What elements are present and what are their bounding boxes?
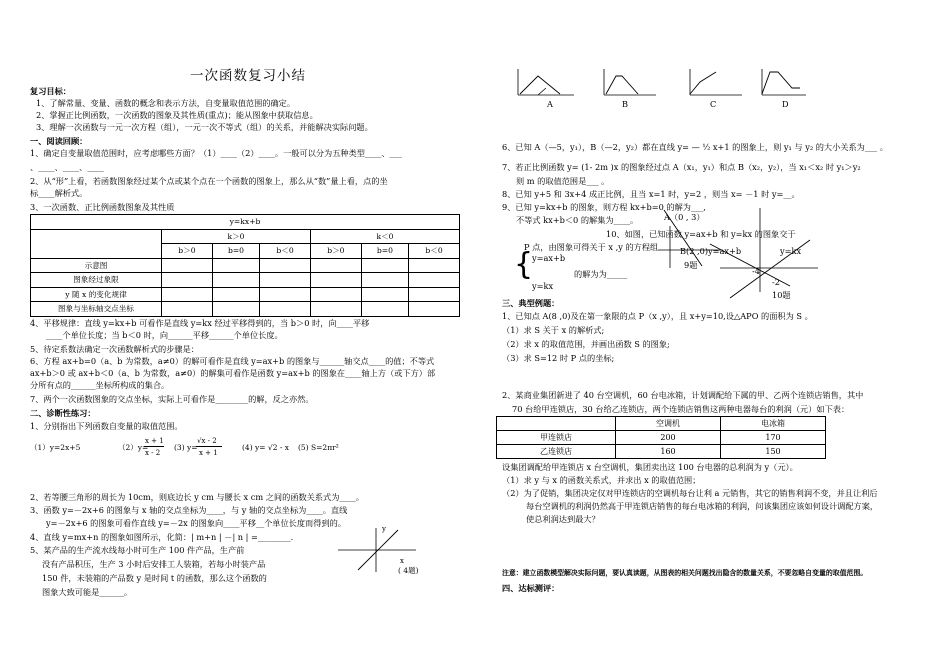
table1-kpos: k＞0	[162, 229, 311, 244]
review-5: 5、待定系数法确定一次函数解析式的步骤是：	[30, 344, 199, 354]
example-2e: （2）为了促销，集团决定仅对甲连锁店的空调机每台让利 a 元销售，其它的销售利润不变，并且让利后	[502, 488, 878, 498]
section-4-heading: 四、达标测评：	[502, 583, 560, 593]
q10a: 10、如图，已知函数 y=ax+b 和 y=kx 的图象交于	[606, 229, 796, 239]
fraction-bar	[144, 446, 164, 447]
review-4b: ____个单位长度；当 b＜0 时，向______平移______个单位长度。	[46, 330, 283, 340]
review-4a: 4、平移规律：直线 y=kx+b 可看作是直线 y=kx 经过平移得到的，当 b＞0 时，向____平移	[30, 318, 370, 328]
fig10-minus4: -4	[752, 266, 760, 276]
graph-c	[690, 69, 742, 95]
example-1d: （3）求 S=12 时 P 点的坐标;	[502, 353, 615, 363]
graph-a	[518, 69, 574, 95]
review-2b: 标____解析式。	[30, 188, 88, 198]
q9b: 不等式 kx+b＜0 的解集为____。	[516, 215, 639, 225]
system-eq-1: y=ax+b	[532, 253, 566, 263]
review-3: 3、一次函数、正比例函数图象及其性质	[30, 202, 175, 212]
q7b: 则 m 的取值范围是___ 。	[516, 176, 610, 186]
option-graphs	[516, 66, 806, 100]
diag-3a: 3、函数 y=－2x+6 的图象与 x 轴的交点坐标为____，与 y 轴的交点坐标为____。直线	[30, 505, 348, 515]
diag-5c: 150 件，未装箱的产品数 y 是时间 t 的函数，那么这个函数的	[42, 573, 267, 583]
review-2a: 2、从“形”上看，若函数图象经过某个点或某个点在一个函数的图象上，那么从“数”量上看，点的坐	[30, 176, 388, 186]
table2-row-label: 乙连锁店	[497, 445, 616, 459]
diag-1-4: (4) y= √2 - x	[242, 443, 289, 452]
section-1-heading: 一、阅读回顾：	[30, 136, 88, 146]
fraction-bar	[196, 446, 222, 447]
graph-b	[604, 69, 656, 95]
diag-1-2-den: x - 2	[145, 449, 161, 457]
q6: 6、已知 A（—5，y₁），B（—2，y₂）都在直线 y= — ½ x+1 的图象上，则 y₁ 与 y₂ 的大小关系为___ 。	[502, 142, 888, 152]
table1-corner	[31, 229, 162, 258]
diag-3b: y=－2x+6 的图象可看作直线 y=－2x 的图象向____平移__个单位长度而得到的。	[46, 518, 346, 528]
table1-row-label: 图象经过象限	[31, 273, 162, 288]
brace-icon: {	[514, 247, 534, 282]
diag-5b: 没有产品积压，生产 3 小时后安排工人装箱，若每小时装产品	[42, 559, 266, 569]
review-1b: 、____、____、____	[30, 162, 104, 172]
example-2d: （1）求 y 与 x 的函数关系式，并求出 x 的取值范围；	[502, 475, 701, 485]
figure-4-caption: ( 4题)	[398, 566, 419, 575]
note: 注意：建立函数模型解决实际问题，要认真读题，从图表的相关问题找出隐含的数量关系，不要忽略自变量的取值范围。	[502, 569, 868, 577]
diag-1-3: (3) y=	[174, 443, 198, 452]
section-2-heading: 二、诊断性练习：	[30, 408, 96, 418]
example-2f: 每台空调机的利润仍然高于甲连锁店销售的每台电冰箱的利润，问该集团应该如何设计调配方案，	[526, 501, 879, 511]
example-1a: 1、已知点 A(8 ,0)及在第一象限的点 P（x ,y），且 x+y=10,设△APO 的面积为 S 。	[502, 311, 813, 321]
fig9-caption: 9题	[684, 260, 698, 270]
example-2g: 使总利润达到最大？	[526, 514, 600, 524]
review-1a: 1、确定自变量取值范围时，应考虑哪些方面？（1）____（2）____。一般可以分为五种类型____、___	[30, 148, 402, 158]
table2-corner	[497, 417, 616, 431]
option-d-label: D	[782, 99, 789, 109]
example-2b: 70 台给甲连锁店，30 台给乙连锁店，两个连锁店销售这两种电器每台的利润（元）如下表：	[512, 404, 850, 414]
table2-row-label: 甲连锁店	[497, 431, 616, 445]
review-6a: 6、方程 ax+b=0（a、b 为常数，a≠0）的解可看作是直线 y=ax+b 的图象与______轴交点____的值；不等式	[30, 356, 435, 366]
goal-1: 1、了解常量、变量、函数的概念和表示方法，自变量取值范围的确定。	[36, 98, 296, 108]
table2-cell: 160	[616, 445, 721, 459]
diag-1-2: （2）y=	[118, 443, 149, 452]
diag-1-5: (5) S=2πr²	[298, 443, 339, 452]
diag-1-2-num: x + 1	[145, 437, 164, 445]
table1-bcol: b=0	[361, 244, 408, 259]
axis-x-label: x	[400, 557, 404, 565]
goal-3: 3、理解一次函数与一元一次方程（组），一元一次不等式（组）的关系，并能解决实际问题。	[36, 122, 373, 132]
fig10-eq2: y=kx	[780, 246, 802, 256]
review-6b: ax+b＞0 或 ax+b＜0（a、b 为常数，a≠0）的解集可看作是函数 y=ax+b 的图象在____轴上方（或下方）部	[30, 368, 436, 378]
diag-1-3-num: √x - 2	[197, 437, 217, 445]
table1-bcol: b＜0	[409, 244, 460, 259]
table2-cell: 200	[616, 431, 721, 445]
table1-bcol: b＜0	[260, 244, 311, 259]
table1-row-label: y 随 x 的变化规律	[31, 287, 162, 302]
review-6c: 分所有点的______坐标所构成的集合。	[30, 380, 170, 390]
fig9-point-b: B(2 ,0)	[680, 246, 709, 256]
table2-header: 空调机	[616, 417, 721, 431]
function-property-table	[30, 214, 460, 317]
option-b-label: B	[622, 99, 629, 109]
table1-bcol: b＞0	[162, 244, 213, 259]
table1-kneg: k＜0	[310, 229, 459, 244]
diag-1-3-den: x + 1	[199, 449, 218, 457]
table1-bcol: b=0	[212, 244, 259, 259]
table2-header: 电冰箱	[721, 417, 826, 431]
axis-y-label: y	[382, 525, 386, 533]
fig10-minus2: -2	[772, 277, 780, 287]
graph-d	[762, 69, 806, 95]
section-3-heading: 三、典型例题：	[502, 298, 560, 308]
table1-row-label: 图象与坐标轴交点坐标	[31, 302, 162, 317]
q9a: 9、已知 y=kx+b 的图象，则方程 kx+b=0 的解为___,	[502, 202, 706, 212]
diag-1-1: （1）y=2x+5	[30, 443, 81, 452]
table1-bcol: b＞0	[310, 244, 361, 259]
example-2c: 设集团调配给甲连锁店 x 台空调机，集团卖出这 100 台电器的总利润为 y（元）。	[502, 462, 798, 472]
option-c-label: C	[710, 99, 717, 109]
diag-2: 2、若等腰三角形的周长为 10cm，则底边长 y cm 与腰长 x cm 之间的函数关系式为____。	[30, 492, 364, 502]
diag-5d: 图象大致可能是______。	[42, 587, 133, 597]
q7a: 7、若正比例函数 y= (1- 2m )x 的图象经过点 A（x₁，y₁）和点 B（x₂，y₂），当 x₁＜x₂ 时 y₁＞y₂	[502, 162, 861, 172]
review-7: 7、两个一次函数图象的交点坐标，实际上可看作是________的解，反之亦然。	[30, 394, 314, 404]
table1-row-label: 示意图	[31, 258, 162, 273]
table1-head: y=kx+b	[31, 215, 460, 230]
fig10-eq1: y=ax+b	[708, 246, 742, 256]
table2-cell: 170	[721, 431, 826, 445]
diag-4: 4、直线 y=mx+n 的图象如图所示，化简：| m+n | －| n | =________.	[30, 532, 294, 542]
q10b: P 点，由图象可得关于 x ,y 的方程组	[524, 242, 659, 252]
goal-2: 2、掌握正比例函数，一次函数的图象及其性质(重点)；能从图象中获取信息。	[36, 110, 318, 120]
q8: 8、已知 y+5 和 3x+4 成正比例，且当 x=1 时，y=2 ，则当 x= －1 时 y=__。	[502, 189, 800, 199]
diag-5a: 5、某产品的生产流水线每小时可生产 100 件产品，生产前	[30, 545, 245, 555]
diag-1: 1、分别指出下列函数自变量的取值范围。	[30, 421, 183, 431]
q10c: 的解为为_____	[574, 269, 628, 279]
page-title: 一次函数复习小结	[190, 68, 306, 84]
option-a-label: A	[547, 99, 553, 109]
example-1b: （1）求 S 关于 x 的解析式;	[502, 325, 605, 335]
system-eq-2: y=kx	[532, 281, 554, 291]
goals-heading: 复习目标：	[30, 86, 71, 96]
example-2a: 2、某商业集团新进了 40 台空调机，60 台电冰箱，计划调配给下属的甲、乙两个连锁店销售，其中	[502, 390, 864, 400]
example-1c: （2）求 x 的取值范围，并画出函数 S 的图象;	[502, 339, 670, 349]
profit-table	[496, 416, 826, 459]
fig9-point-a: A（0 , 3）	[664, 212, 705, 222]
fig10-caption: 10题	[772, 290, 791, 300]
table2-cell: 150	[721, 445, 826, 459]
